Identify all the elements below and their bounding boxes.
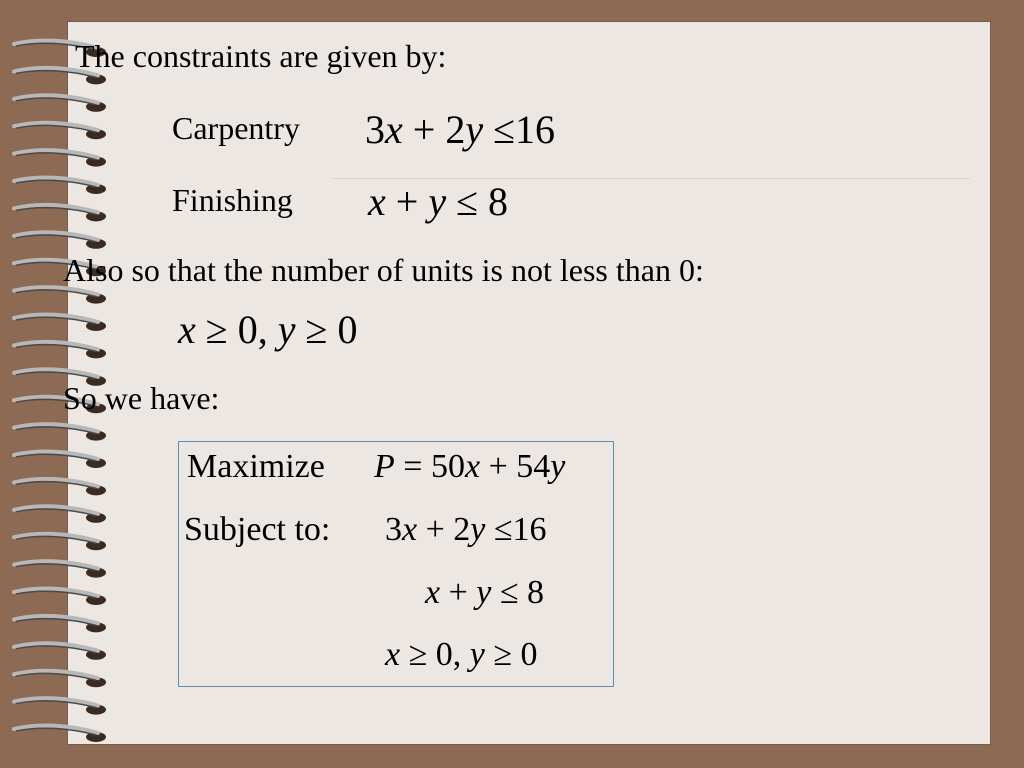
binding-coil bbox=[14, 95, 106, 111]
binding-coil bbox=[14, 205, 106, 221]
value: 0 bbox=[520, 636, 538, 673]
binding-coil bbox=[14, 123, 106, 139]
var-y: y bbox=[465, 107, 484, 152]
binding-coil bbox=[14, 342, 106, 358]
coef: 50 bbox=[430, 448, 465, 485]
relation: ≤ bbox=[499, 574, 519, 611]
binding-coil bbox=[14, 616, 106, 632]
relation: ≥ bbox=[305, 307, 328, 352]
coef: 2 bbox=[445, 107, 466, 152]
plus-sign: + bbox=[425, 511, 445, 548]
binding-coil bbox=[14, 643, 106, 659]
var-x: x bbox=[464, 448, 481, 485]
maximize-label: Maximize bbox=[187, 448, 325, 485]
relation: ≤ bbox=[493, 107, 516, 152]
nonnegativity-text: Also so that the number of units is not less than 0: bbox=[63, 252, 704, 288]
binding-coil bbox=[14, 479, 106, 495]
binding-coil bbox=[14, 534, 106, 550]
rhs: 16 bbox=[515, 107, 556, 152]
binding-coil bbox=[14, 232, 106, 248]
relation: ≥ bbox=[205, 307, 228, 352]
constraint-label-finishing: Finishing bbox=[172, 182, 293, 218]
constraint-finishing-formula bbox=[368, 178, 508, 225]
value: 0, bbox=[435, 636, 462, 673]
binding-coil bbox=[14, 424, 106, 440]
binding-coil bbox=[14, 452, 106, 468]
summary-constraint-2 bbox=[425, 574, 544, 612]
rhs: 8 bbox=[488, 179, 509, 224]
relation: ≥ bbox=[493, 636, 513, 673]
coef: 3 bbox=[365, 107, 385, 152]
so-we-have-text: So we have: bbox=[63, 380, 220, 416]
plus-sign: + bbox=[488, 448, 508, 485]
subject-to-label: Subject to: bbox=[184, 511, 331, 548]
slide-heading: The constraints are given by: bbox=[75, 38, 447, 74]
plus-sign: + bbox=[448, 574, 468, 611]
var-y: y bbox=[428, 179, 447, 224]
binding-coil bbox=[14, 315, 106, 331]
binding-coil bbox=[14, 589, 106, 605]
var-x: x bbox=[425, 574, 441, 611]
plus-sign: + bbox=[412, 107, 436, 152]
coef: 54 bbox=[516, 448, 551, 485]
binding-coil bbox=[14, 671, 106, 687]
equals-sign: = bbox=[403, 448, 423, 485]
var-x: x bbox=[402, 511, 418, 548]
var-y: y bbox=[476, 574, 492, 611]
var-y: y bbox=[470, 511, 486, 548]
binding-coil bbox=[14, 287, 106, 303]
relation: ≤ bbox=[456, 179, 479, 224]
var-y: y bbox=[469, 636, 485, 673]
constraint-carpentry-formula bbox=[365, 106, 555, 153]
binding-coil bbox=[14, 561, 106, 577]
var-y: y bbox=[277, 307, 296, 352]
summary-constraint-1 bbox=[385, 511, 547, 549]
var-y: y bbox=[550, 448, 566, 485]
var-x: x bbox=[368, 179, 386, 224]
constraint-label-carpentry: Carpentry bbox=[172, 110, 300, 146]
value: 0 bbox=[337, 307, 358, 352]
coef: 2 bbox=[453, 511, 471, 548]
value: 0, bbox=[237, 307, 268, 352]
var-p: P bbox=[374, 448, 395, 485]
objective-formula bbox=[374, 448, 565, 486]
binding-coil bbox=[14, 698, 106, 714]
binding-coil bbox=[14, 506, 106, 522]
binding-coil bbox=[14, 178, 106, 194]
binding-coil bbox=[14, 150, 106, 166]
var-x: x bbox=[385, 636, 401, 673]
rhs: 16 bbox=[512, 511, 547, 548]
var-x: x bbox=[385, 107, 403, 152]
nonnegativity-formula bbox=[178, 306, 357, 353]
relation: ≤ bbox=[493, 511, 513, 548]
binding-coil bbox=[14, 726, 106, 742]
summary-constraint-3 bbox=[385, 636, 538, 674]
coef: 3 bbox=[385, 511, 402, 548]
relation: ≥ bbox=[408, 636, 428, 673]
var-x: x bbox=[178, 307, 196, 352]
rhs: 8 bbox=[527, 574, 545, 611]
plus-sign: + bbox=[395, 179, 419, 224]
